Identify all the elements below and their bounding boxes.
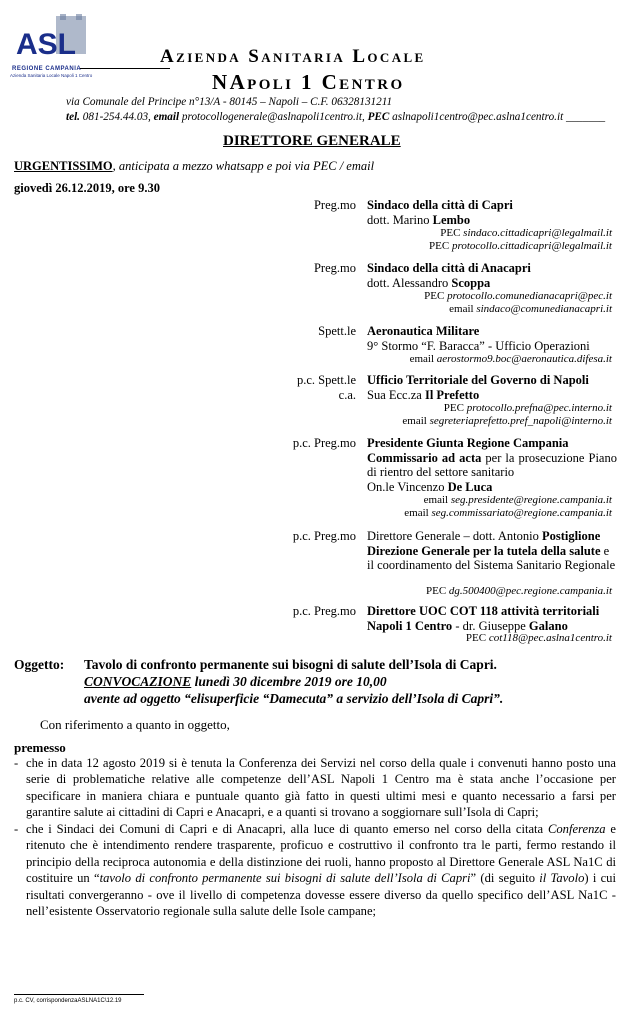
recipient-title: Aeronautica Militare [367,324,480,338]
recipient-role-desc: per la prosecuzione Piano di rientro del settore sanitario [367,450,617,479]
convocation-date: lunedì 30 dicembre 2019 ore 10,00 [191,674,387,689]
recipient-salutation: p.c. Preg.mo [292,529,356,543]
recipient-title: Ufficio Territoriale del Governo di Napoli [367,373,589,387]
recipient-title: Direttore UOC COT 118 attività territoriali Napoli 1 Centro [367,604,600,633]
paragraph-text: che i Sindaci dei Comuni di Capri e di Anacapri, alla luce di quanto emerso nel corso della citata Conferenza e ritenuto che è intendimento rendere trasparente, proficuo e costruttivo il confronto tra le parti, fermo restando il principio della reciproca autonomia e della distinzione dei ruoli, hanno proposto al Direttore Generale ASL Na1C di costituire un “tavolo di confronto permanente sui bisogni di salute dell’Isola di Capri” (di seguito il Tavolo) i cui risultati convergeranno - ove il livello di competenza dovesse essere diverso da quello specifico dell’ASL Na1C - nell’esistente Osservatorio regionale sulla salute delle Isole campane; [26,822,616,919]
recipient-block [367,529,617,573]
recipient-email: cot118@pec.aslna1centro.it [488,632,612,644]
footer-rule [14,994,144,995]
logo-asl-text: Azienda Sanitaria Locale Napoli 1 Centro [10,73,93,78]
recipient-emails: email seg.presidente@regione.campania.it email seg.commissariato@regione.campania.it [404,494,612,519]
body-paragraph [14,821,616,919]
body-intro: Con riferimento a quanto in oggetto, [40,717,230,732]
recipient-email: aerostormo9.boc@aeronautica.difesa.it [436,353,612,365]
recipient-surname: Scoppa [451,275,491,290]
recipient-email: seg.commissariato@regione.campania.it [431,507,612,519]
recipient-surname: Postiglione [541,529,601,543]
list-dash: - [14,756,19,770]
recipient-salutation: p.c. Preg.mo [292,604,356,618]
logo-text: ASL [16,28,76,61]
footer-reference: p.c. CV, corrispondenzaASLNA1C\12.19 [14,998,122,1004]
list-dash: - [14,822,19,836]
recipient-block [367,198,617,227]
recipient-email: sindaco.cittadicapri@legalmail.it [463,227,612,239]
recipient-email: seg.presidente@regione.campania.it [450,494,612,506]
recipient-emails: PEC protocollo.comunedianacapri@pec.it email sindaco@comunedianacapri.it [424,290,612,315]
recipient-email: sindaco@comunedianacapri.it [476,303,612,315]
recipient-block [367,604,617,633]
document-title: DIRETTORE GENERALE [223,133,401,149]
recipient-title: Direzione Generale per la tutela della salute [367,543,601,558]
recipient-email: segreteriaprefetto.pref_napoli@interno.it [429,415,612,427]
body-paragraph [14,755,616,821]
recipient-email: protocollo.comunedianacapri@pec.it [447,290,612,302]
recipient-office: 9° Stormo “F. Baracca” - Ufficio Operazioni [367,338,590,353]
org-name-line2: NApoli 1 Centro [212,70,405,94]
urgency-line [14,159,374,174]
recipient-name: - dr. Giuseppe [452,618,529,633]
org-name-line1: Azienda Sanitaria Locale [160,46,426,67]
recipient-emails: PEC cot118@pec.aslna1centro.it [465,632,612,644]
subject-convocation [84,674,387,690]
recipient-name: Sua Ecc.za [367,387,425,402]
recipient-attention: c.a. [338,388,356,402]
pec-label: PEC [367,111,390,123]
subject-topic: avente ad oggetto “elisuperficie “Damecuta” a servizio dell’Isola di Capri”. [84,691,504,706]
org-contacts [66,111,605,123]
recipient-block [367,436,617,494]
org-email: protocollogenerale@aslnapoli1centro.it, [181,111,365,123]
recipient-salutation: Spett.le [318,324,356,338]
recipient-block [367,261,617,290]
recipient-salutation: Preg.mo [313,198,356,212]
recipient-title: Sindaco della città di Anacapri [367,261,531,275]
recipient-name: dott. Marino [367,212,433,227]
premesso-heading: premesso [14,740,66,755]
recipient-block [367,324,617,353]
recipient-surname: Il Prefetto [424,387,480,402]
recipient-surname: Lembo [432,212,471,227]
subject-label: Oggetto: [14,657,65,672]
urgency-note: , anticipata a mezzo whatsapp e poi via PEC / email [112,159,375,173]
org-pec: aslnapoli1centro@pec.aslna1centro.it [392,111,564,123]
recipient-role: Commissario ad acta [367,450,482,465]
recipient-name: Direttore Generale – dott. Antonio [367,529,542,543]
recipient-email: protocollo.cittadicapri@legalmail.it [451,240,612,252]
tel-number: 081-254.44.03, [82,111,151,123]
recipient-email: dg.500400@pec.regione.campania.it [448,585,612,597]
tel-label: tel. [66,111,80,123]
paragraph-text: che in data 12 agosto 2019 si è tenuta la Conferenza dei Servizi nel corso della quale i convenuti hanno posto una serie di problematiche relative alle competenze dell’ASL Napoli 1 Centro ma è stata anche l’occasione per specificare in maniera chiara e puntuale quanto già fatto in questi ultimi mesi e quanto necessario a farsi per garantire salute ai cittadini di Capri e Anacapri, e a quanti si trovano a soggiornare sull’Isola di Capri; [26,756,616,820]
recipient-salutation: p.c. Spett.le [296,373,356,387]
subject-line: Tavolo di confronto permanente sui bisogni di salute dell’Isola di Capri. [84,657,497,672]
asl-logo-image [14,14,94,66]
recipient-name: dott. Alessandro [367,275,452,290]
convocation-label: CONVOCAZIONE [84,674,192,689]
org-address: via Comunale del Principe n°13/A - 80145 – Napoli – C.F. 06328131211 [66,96,393,108]
recipient-emails: email aerostormo9.boc@aeronautica.difesa.it [409,353,612,365]
recipient-title: Sindaco della città di Capri [367,198,513,212]
recipient-emails: PEC sindaco.cittadicapri@legalmail.it PEC protocollo.cittadicapri@legalmail.it [429,227,612,252]
recipient-title: Presidente Giunta Regione Campania [367,436,569,450]
recipient-emails: PEC protocollo.prefna@pec.interno.it email segreteriaprefetto.pref_napoli@interno.it [402,402,612,427]
header-rule [80,68,170,69]
recipient-email: protocollo.prefna@pec.interno.it [466,402,612,414]
email-label: email [153,111,180,123]
recipient-role-desc: e il coordinamento del Sistema Sanitario Regionale [367,543,616,572]
recipient-name: On.le Vincenzo [367,479,448,494]
recipient-emails: PEC dg.500400@pec.regione.campania.it [425,585,612,597]
urgency-label: URGENTISSIMO [14,159,113,173]
document-date: giovedì 26.12.2019, ore 9.30 [14,181,160,195]
recipient-surname: De Luca [447,479,493,494]
contact-tail: _______ [565,111,606,123]
logo-region-text: REGIONE CAMPANIA [12,66,82,72]
recipient-salutation: p.c. Preg.mo [292,436,356,450]
recipient-block [367,373,617,402]
recipient-surname: Galano [528,618,568,633]
recipient-salutation: Preg.mo [313,261,356,275]
